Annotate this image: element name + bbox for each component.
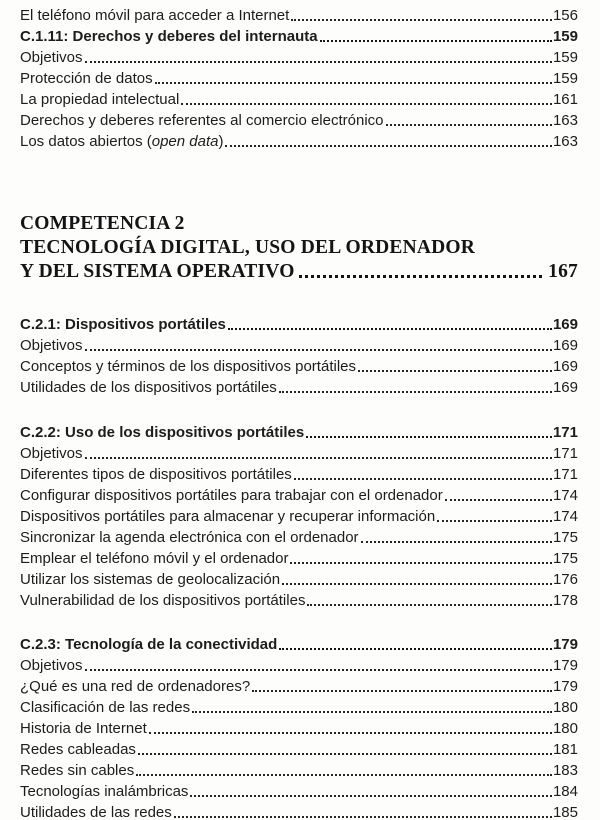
toc-entry [20,781,578,802]
dot-leader [192,711,552,713]
toc-entry [20,506,578,527]
toc-entry-title: Emplear el teléfono móvil y el ordenador [20,550,289,567]
toc-entry [20,739,578,760]
toc-entry-title: C.2.3: Tecnología de la conectividad [20,636,278,653]
toc-entry [20,697,578,718]
toc-entry [20,356,578,377]
dot-leader [361,541,552,543]
dot-leader [291,19,552,21]
toc-entry-page: 174 [552,508,578,525]
toc-entry-title: Derechos y deberes referentes al comercio electrónico [20,112,384,129]
toc-entry [20,47,578,68]
toc-entry [20,110,578,131]
toc-entry-title: Objetivos [20,49,83,66]
toc-entry-page: 169 [552,316,578,333]
toc-entry [20,422,578,443]
dot-leader [174,816,552,818]
toc-entry [20,527,578,548]
dot-leader [190,795,552,797]
part-heading-page: 167 [548,261,578,282]
toc-entry-page: 181 [552,741,578,758]
dot-leader [85,61,552,63]
toc-entry-title: Vulnerabilidad de los dispositivos portátiles [20,592,306,609]
toc-entry-title-suffix: ) [218,133,224,150]
toc-entry-page: 184 [552,783,578,800]
toc-entry [20,5,578,26]
toc-entry-page: 171 [552,424,578,441]
toc-entry-page: 175 [552,529,578,546]
toc-entry-page: 174 [552,487,578,504]
toc-entry-page: 180 [552,699,578,716]
toc-entry-title-italic: open data [151,133,219,150]
toc-entry [20,314,578,335]
dot-leader [299,275,543,278]
toc-entry-title: Protección de datos [20,70,153,87]
part-heading-line2: TECNOLOGÍA DIGITAL, USO DEL ORDENADOR [20,237,476,258]
dot-leader [85,349,552,351]
dot-leader [290,562,551,564]
toc-entry-title: Clasificación de las redes [20,699,191,716]
toc-entry-page: 171 [552,445,578,462]
dot-leader [138,753,552,755]
dot-leader [445,499,552,501]
toc-entry-page: 161 [552,91,578,108]
toc-entry-page: 171 [552,466,578,483]
dot-leader [85,669,552,671]
toc-entry [20,569,578,590]
dot-leader [149,732,552,734]
toc-entry-title: Utilidades de los dispositivos portátiles [20,379,277,396]
toc-entry-page: 176 [552,571,578,588]
toc-entry [20,335,578,356]
toc-entry-title: C.2.1: Dispositivos portátiles [20,316,226,333]
dot-leader [252,690,552,692]
toc-entry [20,760,578,781]
dot-leader [181,103,552,105]
toc-entry-page: 159 [552,70,578,87]
toc-entry [20,68,578,89]
toc-entry-title: ¿Qué es una red de ordenadores? [20,678,251,695]
toc-entry [20,590,578,611]
toc-entry-page: 179 [552,636,578,653]
toc-entry-page: 183 [552,762,578,779]
part-heading-title: Y DEL SISTEMA OPERATIVO [20,261,295,282]
toc-entry-title: Configurar dispositivos portátiles para trabajar con el ordenador [20,487,443,504]
dot-leader [85,457,552,459]
toc-entry-page: 169 [552,337,578,354]
dot-leader [155,82,552,84]
dot-leader [437,520,552,522]
toc-entry-title: Objetivos [20,445,83,462]
dot-leader [279,391,552,393]
toc-entry [20,131,578,152]
toc-entry-title: C.1.11: Derechos y deberes del internauta [20,28,318,45]
toc-entry-title: Utilidades de las redes [20,804,172,820]
toc-entry [20,802,578,820]
toc-entry-page: 163 [552,133,578,150]
toc-entry-title: Objetivos [20,337,83,354]
toc-entry-page: 159 [552,28,578,45]
toc-entry-page: 175 [552,550,578,567]
toc-entry [20,26,578,47]
toc-entry-page: 169 [552,358,578,375]
dot-leader [225,145,551,147]
toc-entry [20,634,578,655]
dot-leader [386,124,552,126]
toc-entry [20,548,578,569]
toc-section-c22 [20,422,578,611]
toc-entry-page: 185 [552,804,578,820]
toc-section-c23 [20,634,578,820]
toc-entry-title: Sincronizar la agenda electrónica con el ordenador [20,529,359,546]
toc-entry-page: 178 [552,592,578,609]
toc-entry-title-prefix: Los datos abiertos ( [20,133,152,150]
toc-entry-page: 180 [552,720,578,737]
toc-section-c21 [20,314,578,398]
toc-entry [20,89,578,110]
toc-entry-title: Conceptos y términos de los dispositivos portátiles [20,358,356,375]
toc-entry-page: 156 [552,7,578,24]
dot-leader [294,478,552,480]
toc-entry [20,485,578,506]
toc-entry [20,464,578,485]
toc-entry [20,377,578,398]
dot-leader [320,40,552,42]
toc-entry [20,655,578,676]
toc-entry-title: Historia de Internet [20,720,147,737]
part-heading-line3 [20,260,578,284]
dot-leader [306,436,552,438]
toc-entry [20,676,578,697]
toc-entry-title: Objetivos [20,657,83,674]
toc-entry-page: 169 [552,379,578,396]
dot-leader [307,604,552,606]
dot-leader [136,774,552,776]
toc-entry-title: La propiedad intelectual [20,91,180,108]
dot-leader [282,583,552,585]
toc-entry-page: 179 [552,678,578,695]
toc-entry-page: 159 [552,49,578,66]
toc-entry-title: C.2.2: Uso de los dispositivos portátiles [20,424,305,441]
toc-entry-title: Redes cableadas [20,741,136,758]
toc-entry-title: Redes sin cables [20,762,135,779]
toc-entry-page: 179 [552,657,578,674]
toc-entry-page: 163 [552,112,578,129]
toc-entry-title: Diferentes tipos de dispositivos portátiles [20,466,292,483]
part-heading-line1: COMPETENCIA 2 [20,213,185,234]
toc-entry [20,718,578,739]
toc-entry-title: Utilizar los sistemas de geolocalización [20,571,281,588]
dot-leader [228,328,552,330]
part-heading [20,212,578,284]
dot-leader [358,370,552,372]
toc-entry-title: Dispositivos portátiles para almacenar y recuperar información [20,508,436,525]
toc-entry-title: Tecnologías inalámbricas [20,783,189,800]
dot-leader [279,648,552,650]
toc-entry-title: El teléfono móvil para acceder a Internet [20,7,290,24]
toc-section-c1 [20,5,578,152]
toc-entry [20,443,578,464]
